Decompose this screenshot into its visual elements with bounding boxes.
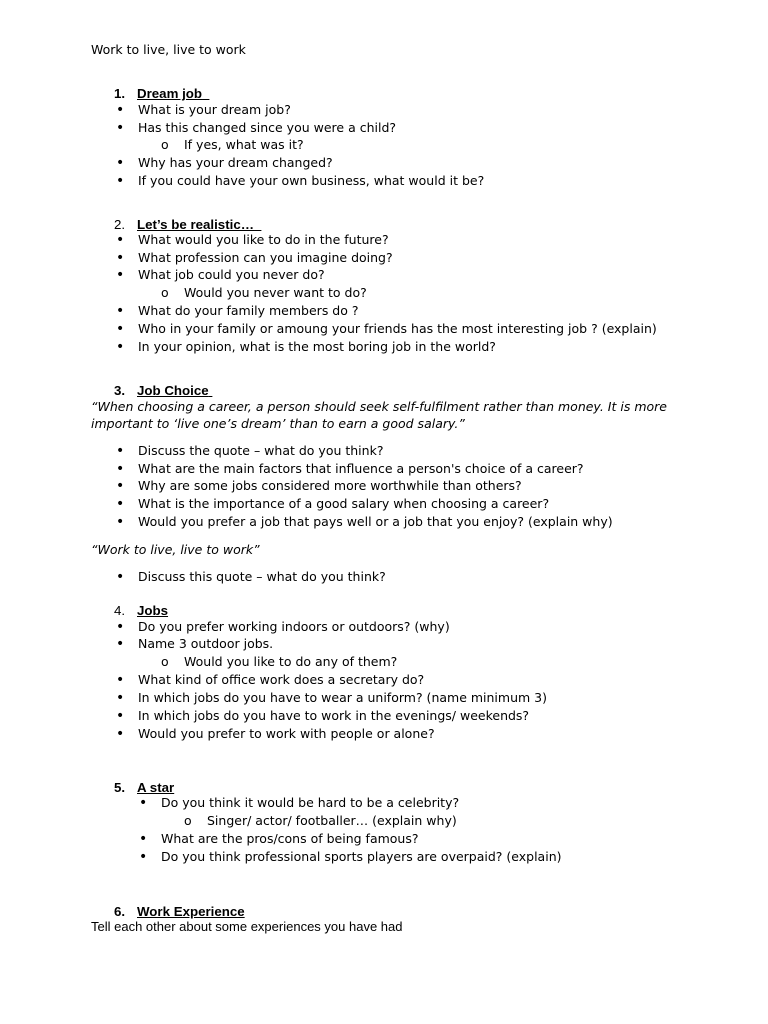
section-heading-work-experience — [114, 904, 245, 920]
list-item: • Do you think it would be hard to be a celebrity? — [161, 795, 459, 811]
list-item: • Why has your dream changed? — [138, 155, 333, 171]
section-title: Dream job — [137, 86, 203, 101]
quote-line: “When choosing a career, a person should seek self-fulfilment rather than money. It is more — [91, 399, 667, 414]
sub-list-item: o If yes, what was it? — [184, 137, 304, 153]
section-heading-job-choice — [114, 383, 212, 399]
sub-list-item: o Would you never want to do? — [184, 285, 367, 301]
sub-list-item: o Singer/ actor/ footballer… (explain why) — [207, 813, 457, 829]
list-item: • What do your family members do ? — [138, 303, 359, 319]
list-item: • What profession can you imagine doing? — [138, 250, 393, 266]
list-item: • Name 3 outdoor jobs. — [138, 636, 273, 652]
list-item: • Has this changed since you were a child? — [138, 120, 396, 136]
list-item: • What are the main factors that influence a person's choice of a career? — [138, 461, 584, 477]
list-item: • Do you think professional sports players are overpaid? (explain) — [161, 849, 562, 865]
section-title: Work Experience — [137, 904, 245, 919]
quote-line: “Work to live, live to work” — [91, 542, 260, 557]
list-item: • Would you prefer to work with people or alone? — [138, 726, 435, 742]
list-item: • Do you prefer working indoors or outdoors? (why) — [138, 619, 450, 635]
section-number: 1. — [114, 86, 126, 101]
paragraph: Tell each other about some experiences you have had — [91, 919, 403, 934]
list-item: • Why are some jobs considered more worthwhile than others? — [138, 478, 522, 494]
section-heading-lets-be-realistic — [114, 217, 261, 233]
list-item: • Discuss the quote – what do you think? — [138, 443, 383, 459]
list-item: • What kind of office work does a secretary do? — [138, 672, 424, 688]
section-number: 5. — [114, 780, 126, 795]
section-title: Job Choice — [137, 383, 209, 398]
section-heading-a-star — [114, 780, 174, 796]
list-item: • Who in your family or amoung your friends has the most interesting job ? (explain) — [138, 321, 657, 337]
section-number: 6. — [114, 904, 126, 919]
sub-list-item: o Would you like to do any of them? — [184, 654, 397, 670]
section-title: Jobs — [137, 603, 169, 618]
list-item: • Discuss this quote – what do you think? — [138, 569, 386, 585]
quote-line: important to ‘live one’s dream’ than to earn a good salary.” — [91, 416, 465, 431]
section-number: 3. — [114, 383, 126, 398]
section-heading-dream-job — [114, 86, 209, 102]
section-number: 4. — [114, 603, 126, 618]
list-item: • What are the pros/cons of being famous? — [161, 831, 419, 847]
list-item: • What is the importance of a good salary when choosing a career? — [138, 496, 549, 512]
list-item: • What is your dream job? — [138, 102, 291, 118]
list-item: • What would you like to do in the future? — [138, 232, 389, 248]
section-title: A star — [137, 780, 175, 795]
section-number: 2. — [114, 217, 126, 232]
list-item: • If you could have your own business, what would it be? — [138, 173, 484, 189]
list-item: • Would you prefer a job that pays well or a job that you enjoy? (explain why) — [138, 514, 613, 530]
list-item: • What job could you never do? — [138, 267, 325, 283]
document-title: Work to live, live to work — [91, 42, 246, 57]
section-heading-jobs — [114, 603, 168, 619]
list-item: • In your opinion, what is the most boring job in the world? — [138, 339, 496, 355]
list-item: • In which jobs do you have to work in the evenings/ weekends? — [138, 708, 529, 724]
section-title: Let’s be realistic… — [137, 217, 255, 232]
list-item: • In which jobs do you have to wear a uniform? (name minimum 3) — [138, 690, 547, 706]
